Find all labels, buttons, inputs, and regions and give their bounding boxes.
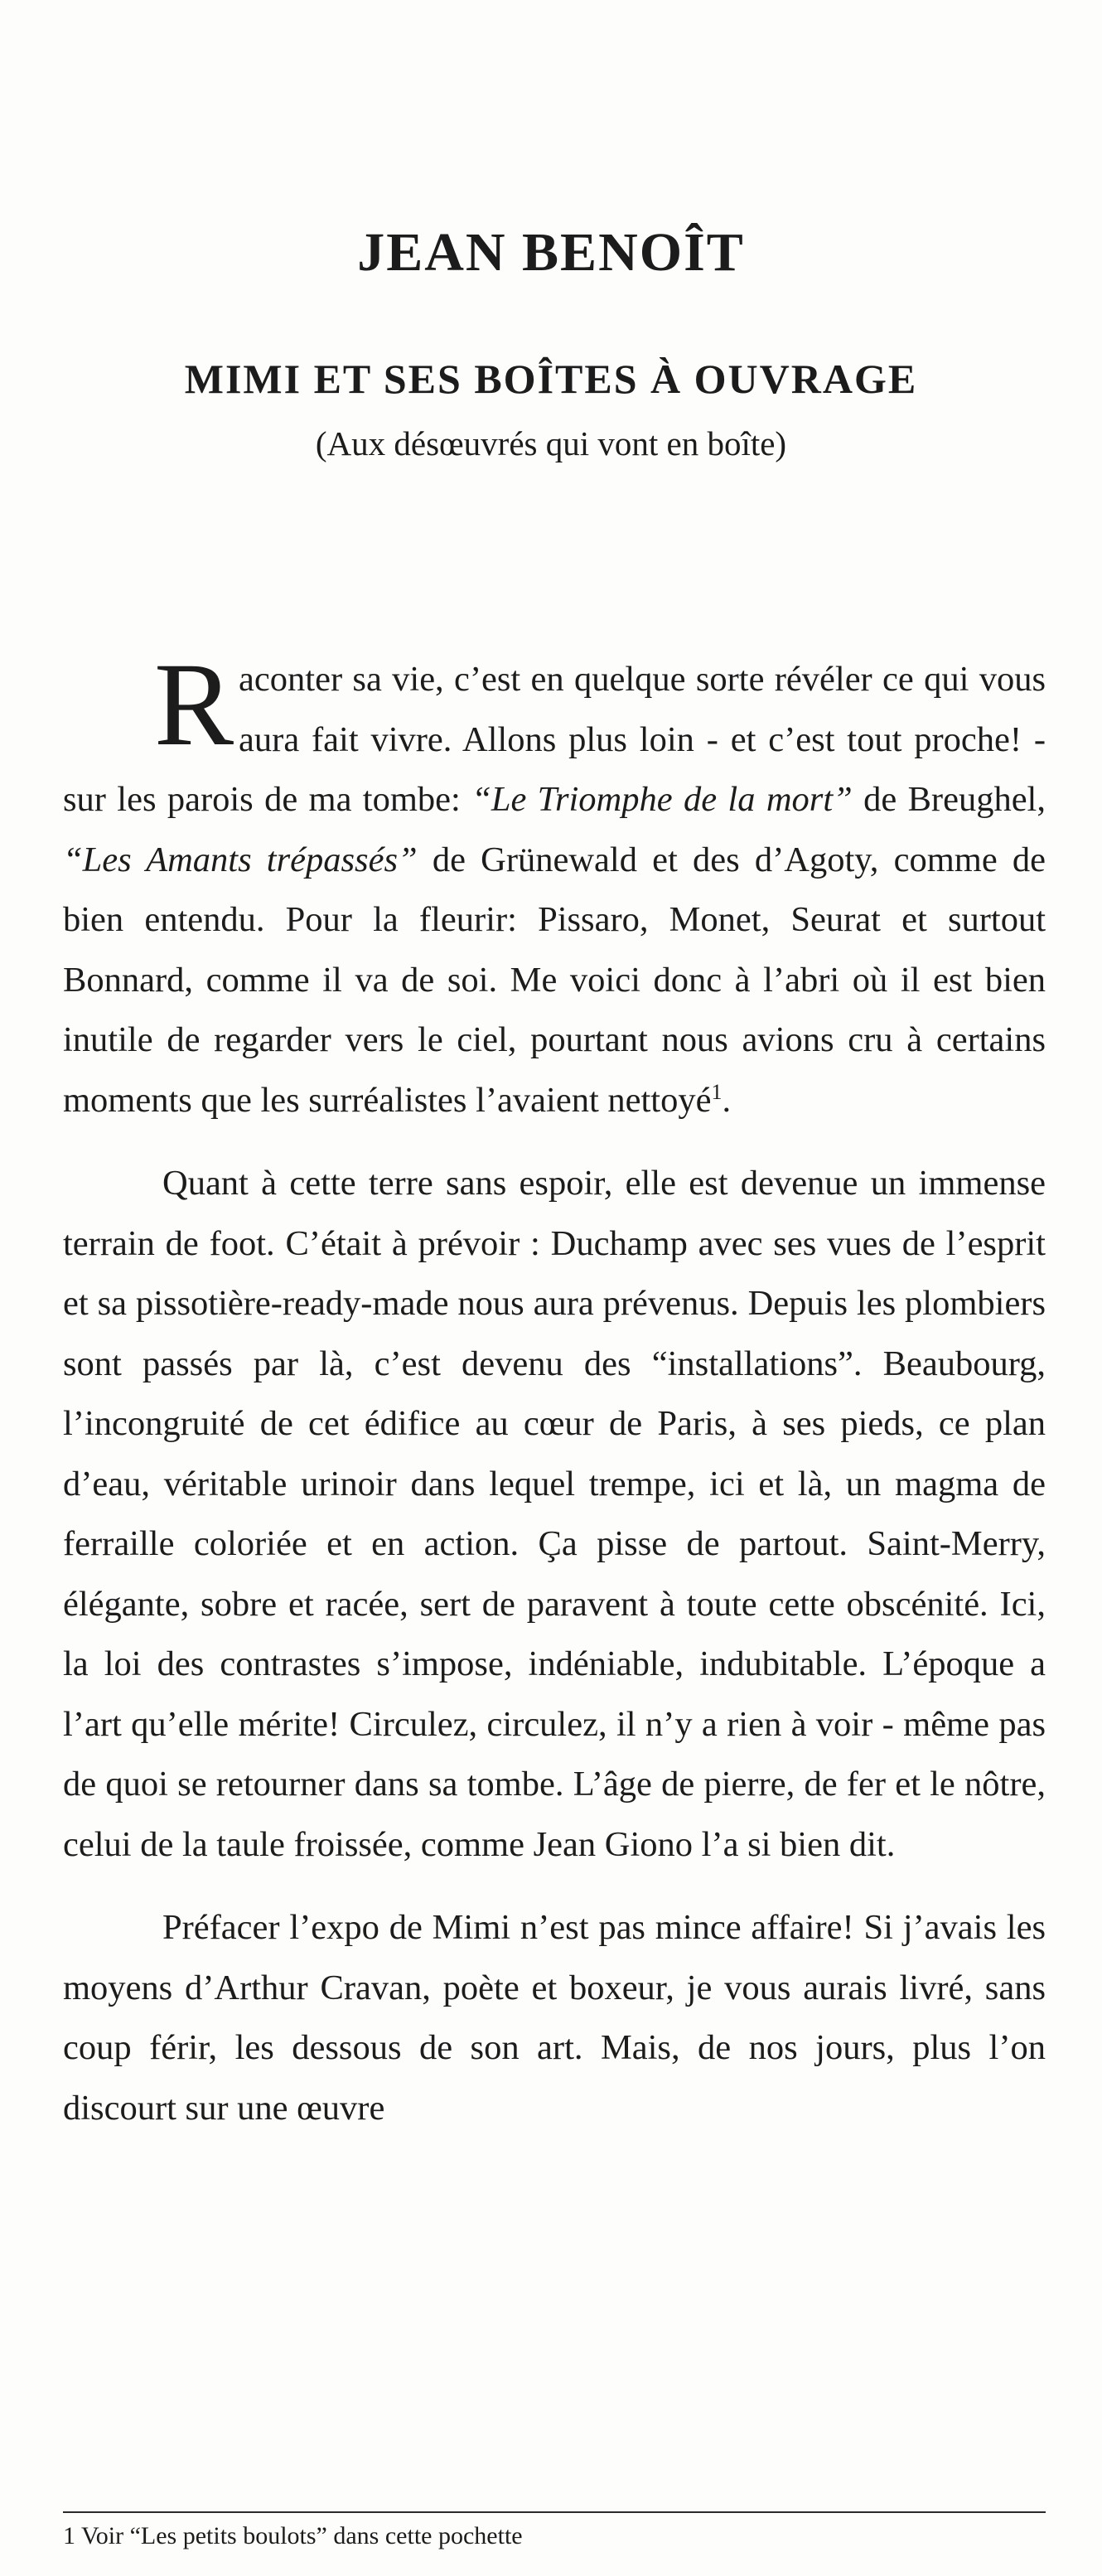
paragraph-1 xyxy=(63,639,1046,1131)
paragraph-1-end: . xyxy=(722,1080,732,1120)
artwork-title-amants: “Les Amants trépassés” xyxy=(63,840,418,879)
footnote-reference: 1 xyxy=(711,1079,723,1104)
footnote: 1 Voir “Les petits boulots” dans cette pochette xyxy=(63,2522,523,2549)
paragraph-1-text-b: de Breughel, xyxy=(852,780,1046,819)
document-title: MIMI ET SES BOÎTES À OUVRAGE xyxy=(184,356,918,402)
paragraph-3: Préfacer l’expo de Mimi n’est pas mince affaire! Si j’avais les moyens d’Arthur Cravan, poète et boxeur, je vous aurais livré, sans coup férir, les dessous de son art. Mais, de nos jours, plus l’on discourt sur une œuvre xyxy=(63,1908,1046,2128)
paragraph-2: Quant à cette terre sans espoir, elle est devenue un immense terrain de foot. C’était à prévoir : Duchamp avec ses vues de l’esprit et sa pissotière-ready-made nous aura prévenus. Depuis les plombiers sont passés par là, c’est devenu des “installations”. Beaubourg, l’incongruité de cet édifice au cœur de Paris, à ses pieds, ce plan d’eau, véritable urinoir dans lequel trempe, ici et là, un magma de ferraille coloriée et en action. Ça pisse de partout. Saint-Merry, élégante, sobre et racée, sert de paravent à toute cette obscénité. Ici, la loi des contrastes s’impose, indéniable, indubitable. L’époque a l’art qu’elle mérite! Circulez, circulez, il n’y a rien à voir - même pas de quoi se retourner dans sa tombe. L’âge de pierre, de fer et le nôtre, celui de la taule froissée, comme Jean Giono l’a si bien dit. xyxy=(63,1164,1046,1864)
paragraph-1-text-c: de Grünewald et des d’Agoty, comme de bien entendu. Pour la fleurir: Pissaro, Monet, Seurat et surtout Bonnard, comme il va de soi. Me voici donc à l’abri où il est bien inutile de regarder vers le ciel, pourtant nous avions cru à certains moments que les surréalistes l’avaient nettoyé xyxy=(63,840,1046,1120)
paragraph-1-text-a: aconter sa vie, c’est en quelque sorte révéler ce qui vous aura fait vivre. Allons plus loin - et c’est tout proche! - sur les parois de ma tombe: xyxy=(63,660,1046,819)
author-name: JEAN BENOÎT xyxy=(357,222,745,283)
document-subtitle: (Aux désœuvrés qui vont en boîte) xyxy=(315,424,787,462)
artwork-title-triomphe: “Le Triomphe de la mort” xyxy=(471,780,853,819)
footnote-divider xyxy=(63,2511,1046,2513)
body-text xyxy=(63,639,1046,2162)
drop-cap: R xyxy=(154,639,234,771)
